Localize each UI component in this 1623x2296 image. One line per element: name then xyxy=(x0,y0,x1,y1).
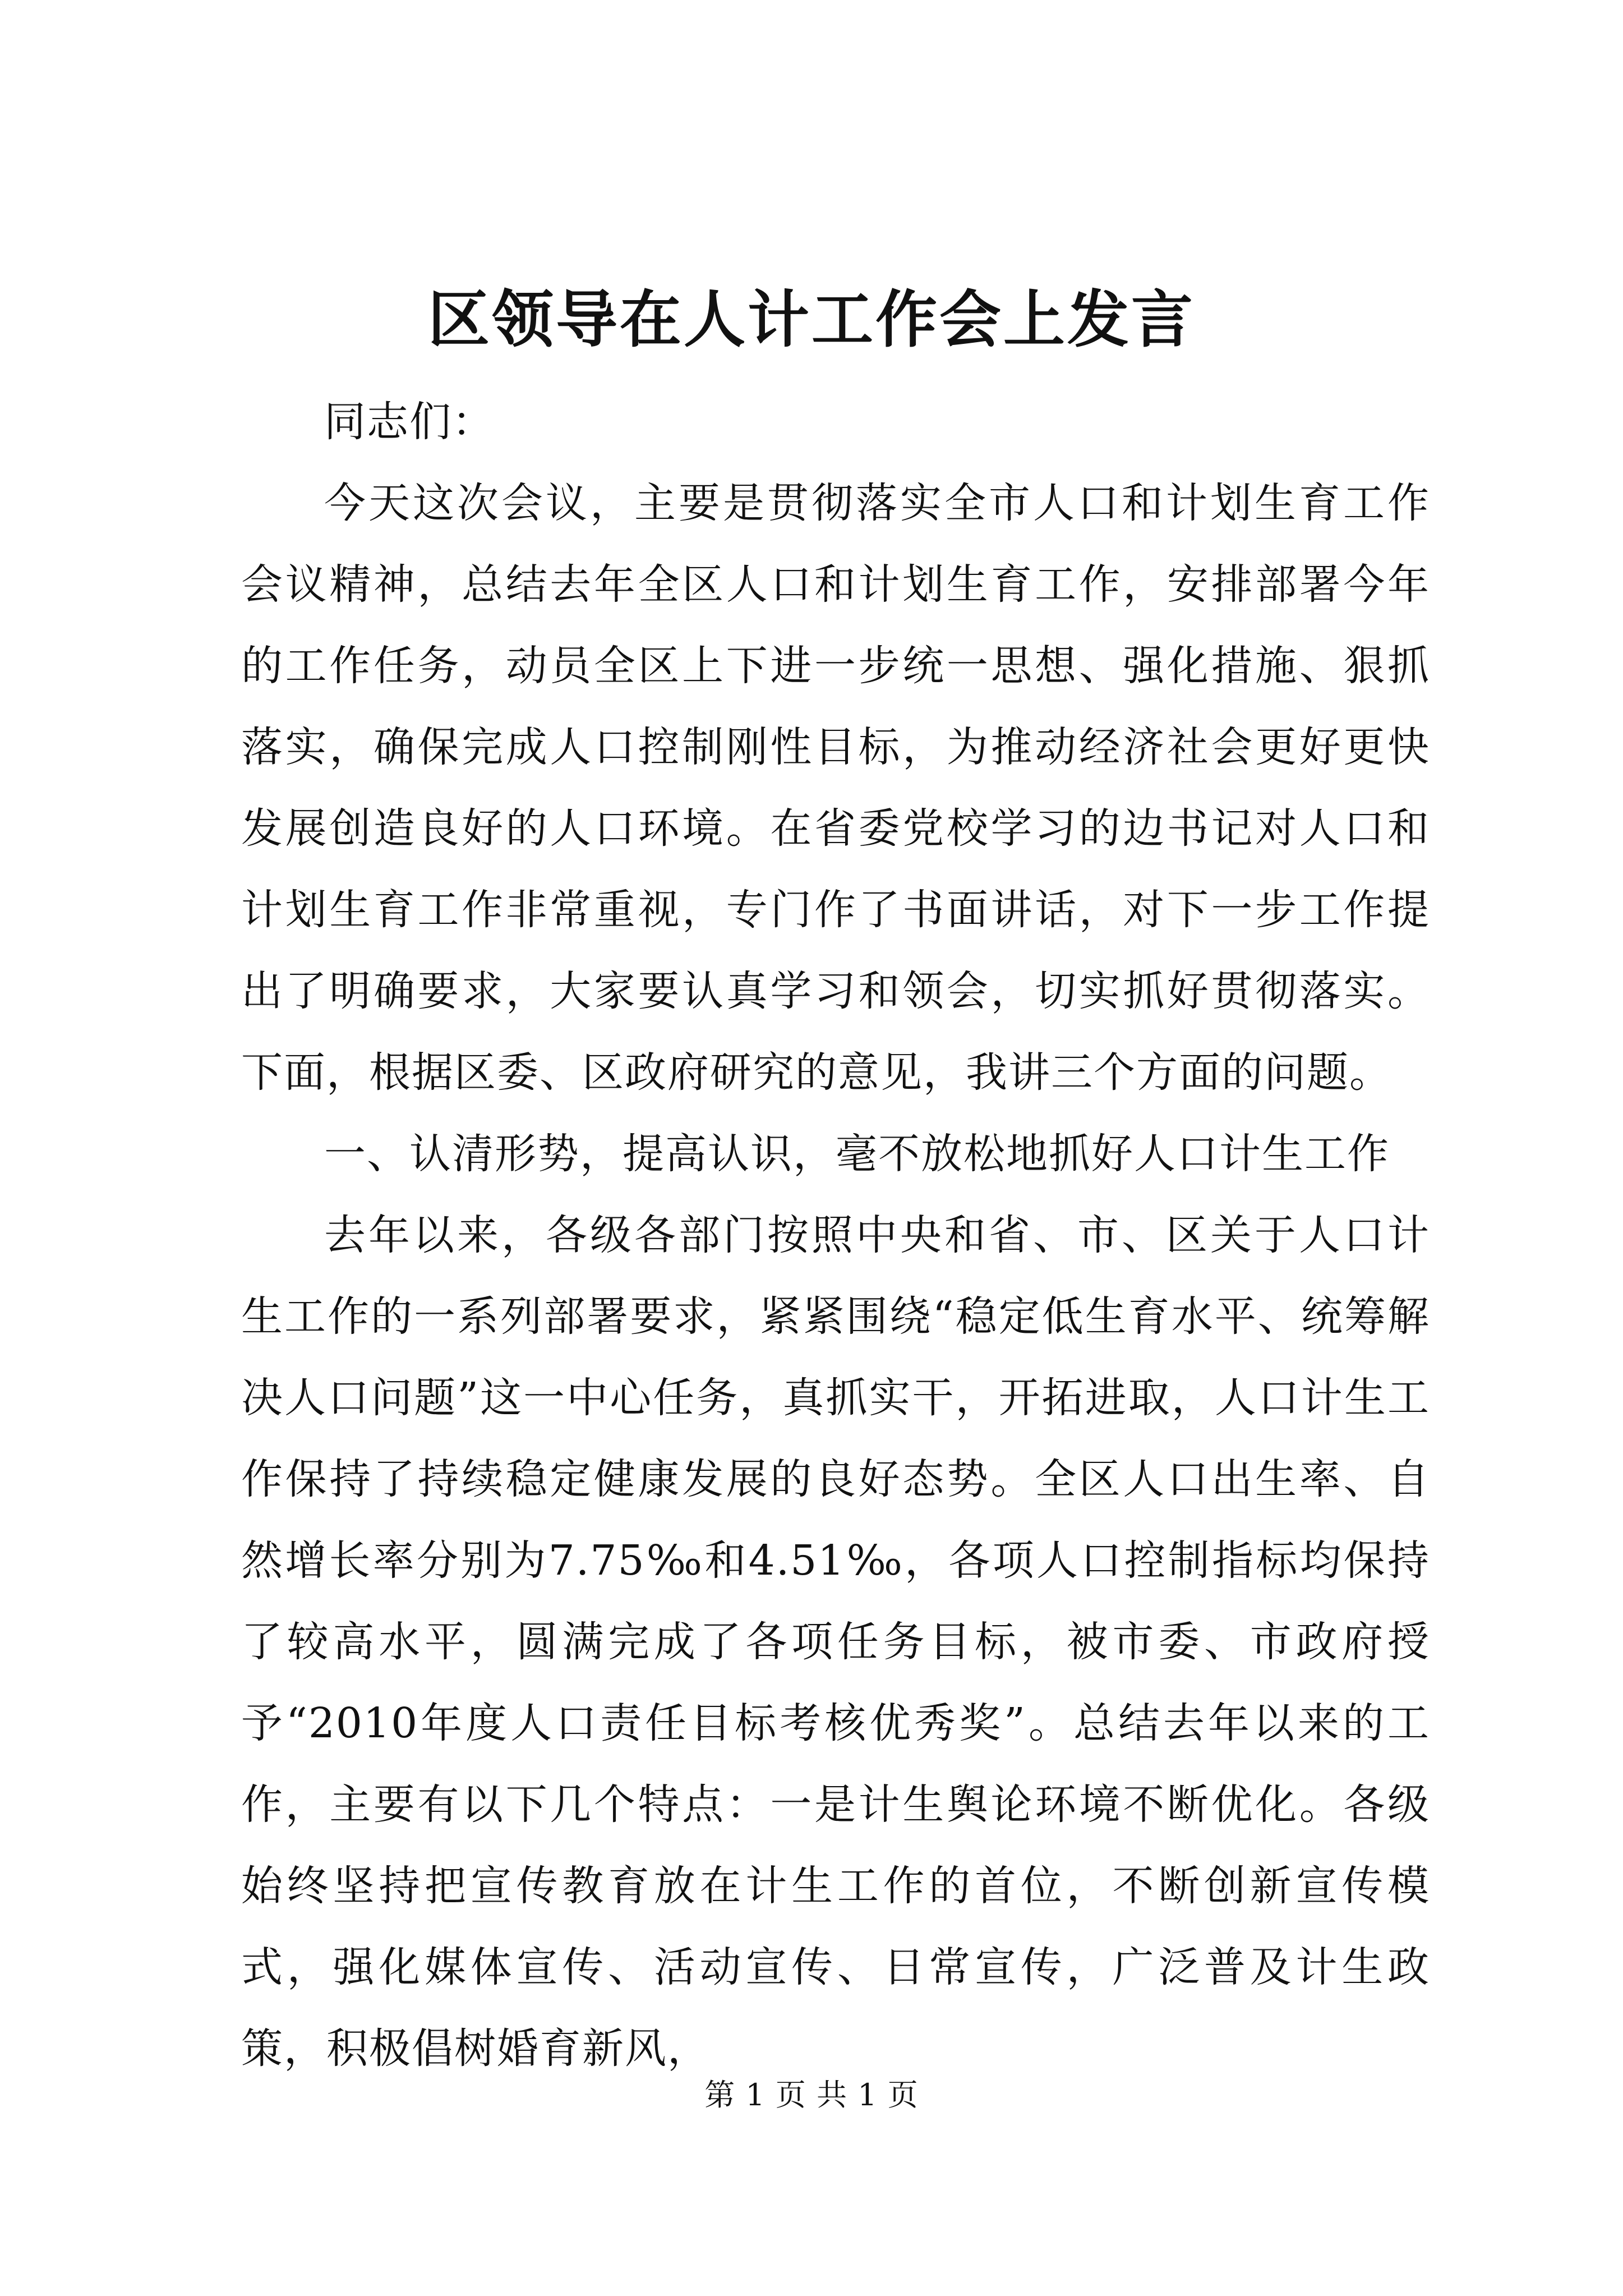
paragraph-section-1: 去年以来，各级各部门按照中央和省、市、区关于人口计生工作的一系列部署要求，紧紧围绕“稳定低生育水平、统筹解决人口问题”这一中心任务，真抓实干，开拓进取，人口计生工作保持了持续稳定健康发展的良好态势。全区人口出生率、自然增长率分别为7.75‰和4.51‰，各项人口控制指标均保持了较高水平，圆满完成了各项任务目标，被市委、市政府授予“2010年度人口责任目标考核优秀奖”。总结去年以来的工作，主要有以下几个特点：一是计生舆论环境不断优化。各级始终坚持把宣传教育放在计生工作的首位，不断创新宣传模式，强化媒体宣传、活动宣传、日常宣传，广泛普及计生政策，积极倡树婚育新风， xyxy=(241,1211,1430,2073)
document-title: 区领导在人计工作会上发言 xyxy=(428,283,1195,356)
page-footer: 第 1 页 共 1 页 xyxy=(704,2077,919,2113)
document-body xyxy=(241,381,1430,2090)
section-heading-1: 一、认清形势，提高认识，毫不放松地抓好人口计生工作 xyxy=(324,1130,1390,1178)
paragraph-intro: 今天这次会议，主要是贯彻落实全市人口和计划生育工作会议精神，总结去年全区人口和计划生育工作，安排部署今年的工作任务，动员全区上下进一步统一思想、强化措施、狠抓落实，确保完成人口控制刚性目标，为推动经济社会更好更快发展创造良好的人口环境。在省委党校学习的边书记对人口和计划生育工作非常重视，专门作了书面讲话，对下一步工作提出了明确要求，大家要认真学习和领会，切实抓好贯彻落实。下面，根据区委、区政府研究的意见，我讲三个方面的问题。 xyxy=(241,479,1430,1097)
salutation: 同志们： xyxy=(324,398,495,446)
